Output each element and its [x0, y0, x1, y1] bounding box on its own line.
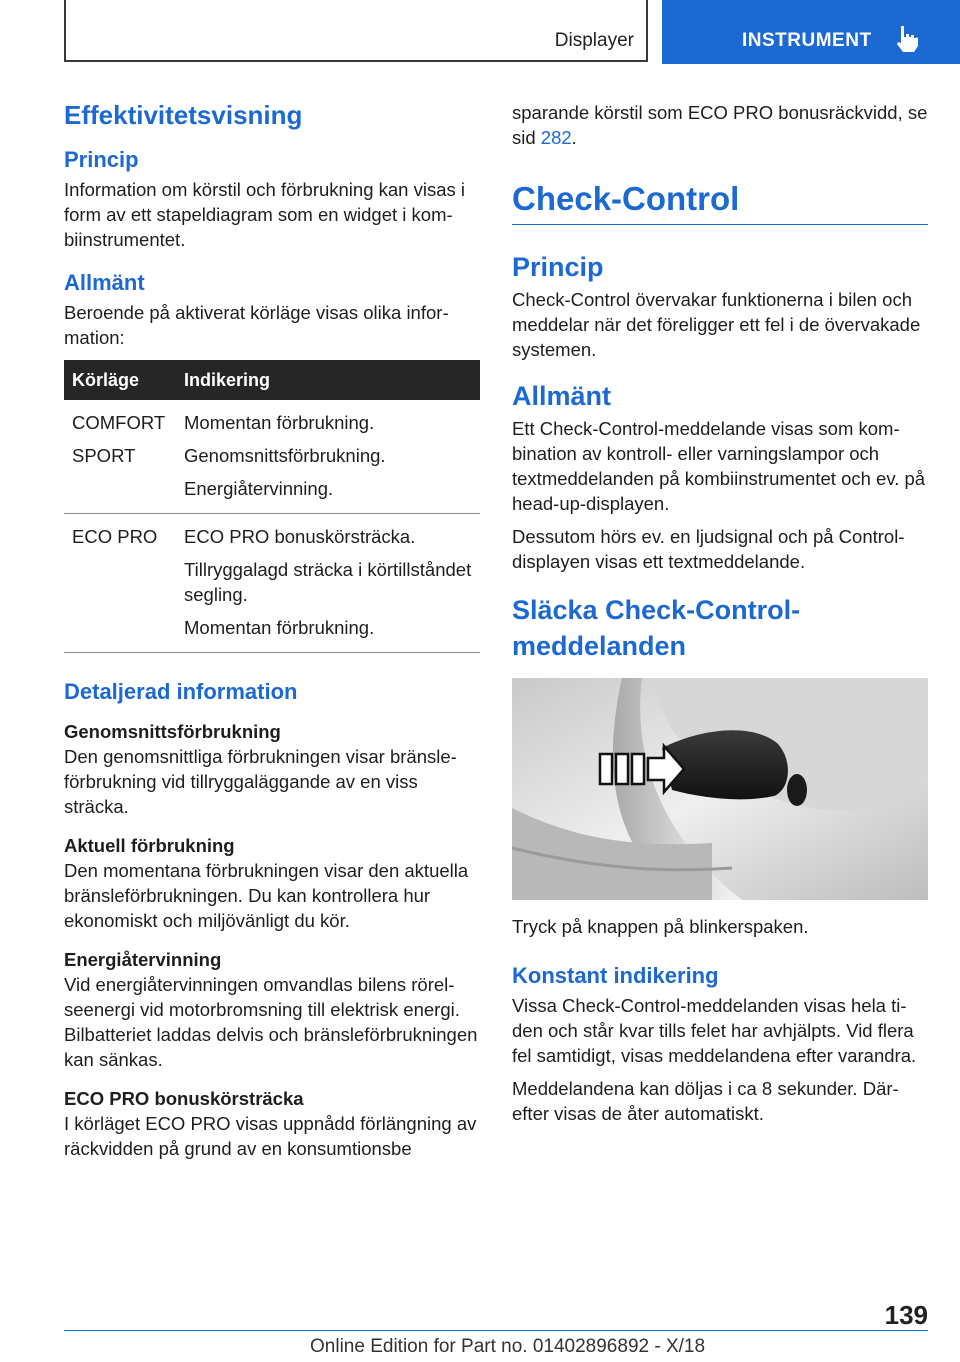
edition-text: Online Edition for Part no. 01402896892 - X/18: [310, 1336, 706, 1357]
indication-text: Tillryggalagd sträcka i körtillståndet segling.: [184, 559, 472, 605]
footer-rule: [64, 1330, 928, 1331]
photo-caption: Tryck på knappen på blinkerspaken.: [512, 916, 809, 937]
subsection-text: Den momentana förbrukningen visar den aktuella bränsleförbrukningen. Du kan kontrollera hur ekonomiskt och miljövänligt du kör.: [64, 860, 469, 931]
header-active-tab: [662, 0, 960, 64]
mode-label: COMFORT: [72, 412, 166, 433]
subsection-title: Genomsnittsförbrukning: [64, 721, 281, 742]
lever-illustration: [512, 678, 928, 900]
princip-heading: Princip: [64, 147, 139, 172]
table-row: [64, 514, 480, 653]
right-column: [512, 100, 928, 1126]
continuation-text: [512, 100, 928, 150]
page-link[interactable]: 282: [540, 127, 572, 148]
mode-label: ECO PRO: [72, 526, 158, 547]
subsection-text: Vid energiåtervinningen omvandlas bilens rörelseenergi vid motorbromsning till elektrisk energi. Bilbatteriet laddas delvis och bränsleförbrukningen kan sänkas.: [64, 974, 478, 1070]
mode-label: SPORT: [72, 445, 136, 466]
subsection-title: Energiåtervinning: [64, 949, 222, 970]
cc-allmant-text-2: Dessutom hörs ev. en ljudsignal och på Control-displayen visas ett textmeddelande.: [512, 526, 905, 572]
detail-heading: Detaljerad information: [64, 679, 298, 704]
hand-pointer-icon: [894, 24, 920, 54]
princip-text: Information om körstil och förbrukning kan visas i form av ett stapeldiagram som en widget i kombiinstrumentet.: [64, 179, 466, 250]
constant-text-1: Vissa Check-Control-meddelanden visas hela tiden och står kvar tills felet har avhjälpts. Vid flera fel samtidigt, visas meddelandena efter varandra.: [512, 995, 917, 1066]
table-header-mode: Körläge: [64, 360, 176, 400]
check-control-title: Check-Control: [512, 180, 928, 225]
cc-princip-text: Check-Control övervakar funktionerna i bilen och meddelar när det föreligger ett fel i de övervakade systemen.: [512, 289, 921, 360]
allmant-heading: Allmänt: [64, 270, 145, 295]
continuation-end: .: [571, 127, 577, 148]
header-active-label: INSTRUMENT: [742, 30, 872, 51]
header-section-tab: [64, 0, 648, 62]
mode-table: [64, 360, 480, 653]
indication-text: Energiåtervinning.: [184, 478, 334, 499]
indication-text: Genomsnittsförbrukning.: [184, 445, 386, 466]
constant-heading: Konstant indikering: [512, 963, 719, 988]
page-number: 139: [884, 1300, 928, 1330]
subsection-text: I körläget ECO PRO visas uppnådd förlängning av räckvidden på grund av en konsumtionsbe: [64, 1113, 477, 1159]
section-title: Effektivitetsvisning: [64, 100, 303, 130]
cc-allmant-text-1: Ett Check-Control-meddelande visas som kombination av kontroll- eller varningslampor och textmeddelanden på kombiinstrumentet och ev. på head-up-displayen.: [512, 418, 926, 514]
constant-text-2: Meddelandena kan döljas i ca 8 sekunder. Därefter visas de åter automatiskt.: [512, 1078, 899, 1124]
subsection-title: ECO PRO bonuskörsträcka: [64, 1088, 304, 1109]
clear-messages-heading: Släcka Check-Control-meddelanden: [512, 595, 801, 661]
cc-princip-heading: Princip: [512, 252, 604, 282]
header-section-label: Displayer: [554, 30, 634, 51]
table-row: [64, 400, 480, 514]
subsection-text: Den genomsnittliga förbrukningen visar bränsleförbrukning vid tillryggaläggande av en viss sträcka.: [64, 746, 457, 817]
left-column: [64, 100, 480, 1161]
indication-text: ECO PRO bonuskörsträcka.: [184, 526, 416, 547]
indication-text: Momentan förbrukning.: [184, 412, 375, 433]
allmant-text: Beroende på aktiverat körläge visas olika information:: [64, 302, 449, 348]
cc-allmant-heading: Allmänt: [512, 381, 612, 411]
subsection-title: Aktuell förbrukning: [64, 835, 235, 856]
turn-signal-lever-photo: [512, 678, 928, 900]
table-header-indication: Indikering: [176, 360, 480, 400]
indication-text: Momentan förbrukning.: [184, 617, 375, 638]
continuation-body: sparande körstil som ECO PRO bonusräckvidd, se sid: [512, 102, 928, 148]
